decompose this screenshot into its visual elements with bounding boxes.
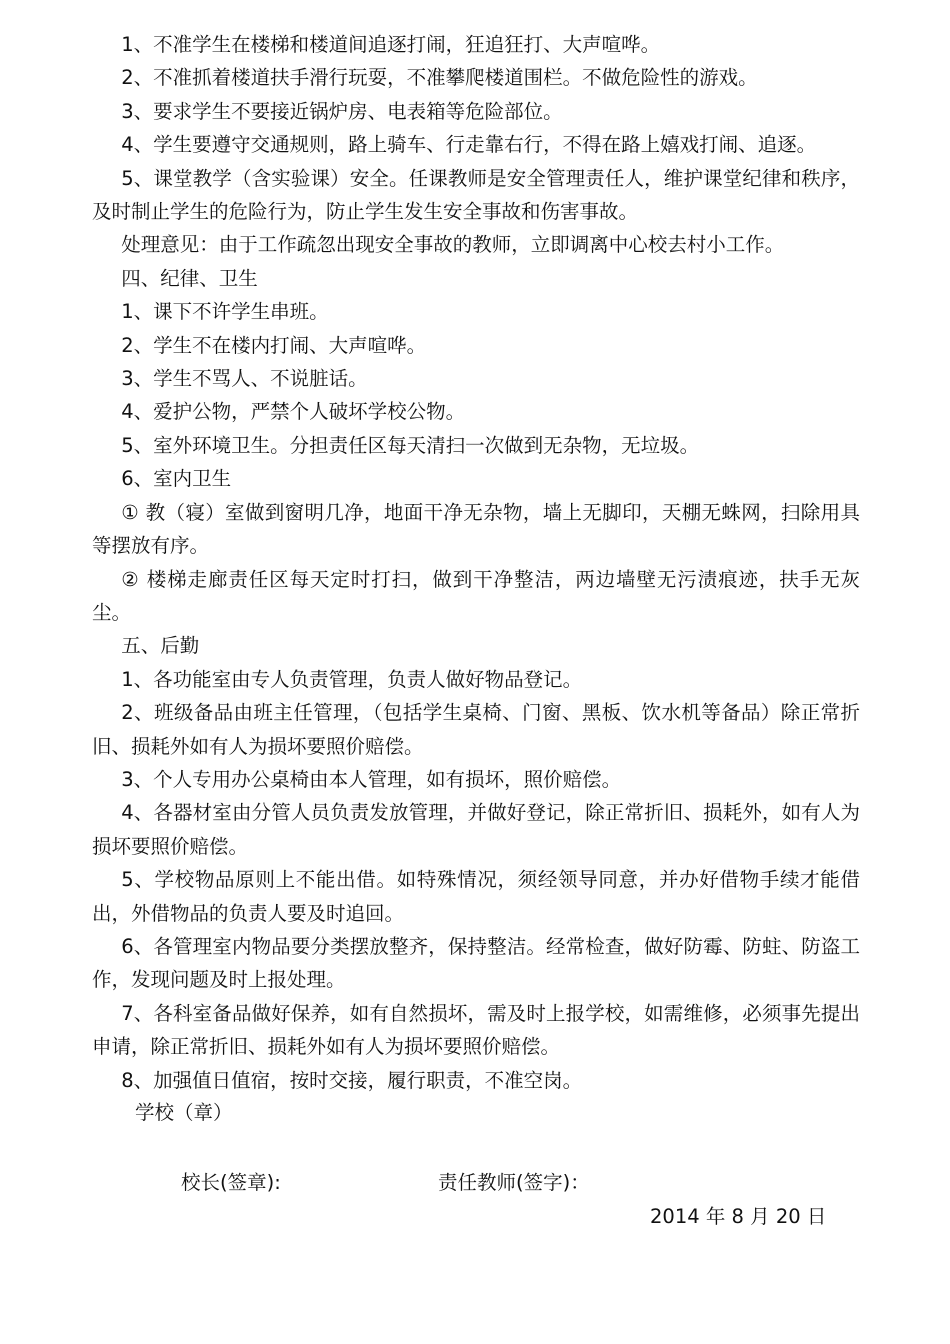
paragraph: 5、学校物品原则上不能出借。如特殊情况，须经领导同意，并办好借物手续才能借出，外借物品的负责人要及时追回。 xyxy=(92,868,860,925)
paragraph: ② 楼梯走廊责任区每天定时打扫，做到干净整洁，两边墙壁无污渍痕迹，扶手无灰尘。 xyxy=(92,567,860,624)
paragraph: 2、班级备品由班主任管理，（包括学生桌椅、门窗、黑板、饮水机等备品）除正常折旧、损耗外如有人为损坏要照价赔偿。 xyxy=(92,701,860,758)
paragraph: 5、室外环境卫生。分担责任区每天清扫一次做到无杂物，无垃圾。 xyxy=(121,433,700,457)
paragraph: 1、课下不许学生串班。 xyxy=(121,300,329,324)
paragraph: 2、不准抓着楼道扶手滑行玩耍，不准攀爬楼道围栏。不做危险性的游戏。 xyxy=(121,66,758,90)
paragraph: 6、各管理室内物品要分类摆放整齐，保持整洁。经常检查，做好防霉、防蛀、防盗工作，发现问题及时上报处理。 xyxy=(92,934,860,992)
paragraph: ① 教（寝）室做到窗明几净，地面干净无杂物，墙上无脚印，天棚无蛛网，扫除用具等摆放有序。 xyxy=(92,500,860,558)
paragraph: 6、室内卫生 xyxy=(121,467,232,491)
paragraph: 8、加强值日值宿，按时交接，履行职责，不准空岗。 xyxy=(121,1068,583,1092)
paragraph: 5、课堂教学（含实验课）安全。任课教师是安全管理责任人，维护课堂纪律和秩序，及时制止学生的危险行为，防止学生发生安全事故和伤害事故。 xyxy=(92,166,860,224)
paragraph: 4、各器材室由分管人员负责发放管理，并做好登记，除正常折旧、损耗外，如有人为损坏要照价赔偿。 xyxy=(92,801,860,858)
section-heading: 四、纪律、卫生 xyxy=(121,266,258,290)
paragraph: 7、各科室备品做好保养，如有自然损坏，需及时上报学校，如需维修，必须事先提出申请，除正常折旧、损耗外如有人为损坏要照价赔偿。 xyxy=(92,1001,860,1059)
paragraph: 4、爱护公物，严禁个人破坏学校公物。 xyxy=(121,400,466,424)
principal-signature-label: 校长(签章): xyxy=(181,1171,281,1194)
school-stamp-label: 学校（章） xyxy=(135,1101,233,1124)
paragraph: 3、学生不骂人、不说脏话。 xyxy=(121,367,368,391)
teacher-signature-label: 责任教师(签字)： xyxy=(438,1171,590,1194)
paragraph: 4、学生要遵守交通规则，路上骑车、行走靠右行，不得在路上嬉戏打闹、追逐。 xyxy=(121,133,817,157)
paragraph: 3、要求学生不要接近锅炉房、电表箱等危险部位。 xyxy=(121,99,563,123)
paragraph: 3、个人专用办公桌椅由本人管理，如有损坏，照价赔偿。 xyxy=(121,767,622,791)
paragraph: 1、不准学生在楼梯和楼道间追逐打闹，狂追狂打、大声喧哗。 xyxy=(121,33,661,56)
document-body xyxy=(92,28,860,1097)
document-date: 2014 年 8 月 20 日 xyxy=(650,1205,827,1228)
paragraph: 1、各功能室由专人负责管理，负责人做好物品登记。 xyxy=(121,667,583,691)
section-heading: 五、后勤 xyxy=(121,634,200,658)
paragraph: 2、学生不在楼内打闹、大声喧哗。 xyxy=(121,333,427,357)
paragraph: 处理意见：由于工作疏忽出现安全事故的教师，立即调离中心校去村小工作。 xyxy=(121,233,785,257)
